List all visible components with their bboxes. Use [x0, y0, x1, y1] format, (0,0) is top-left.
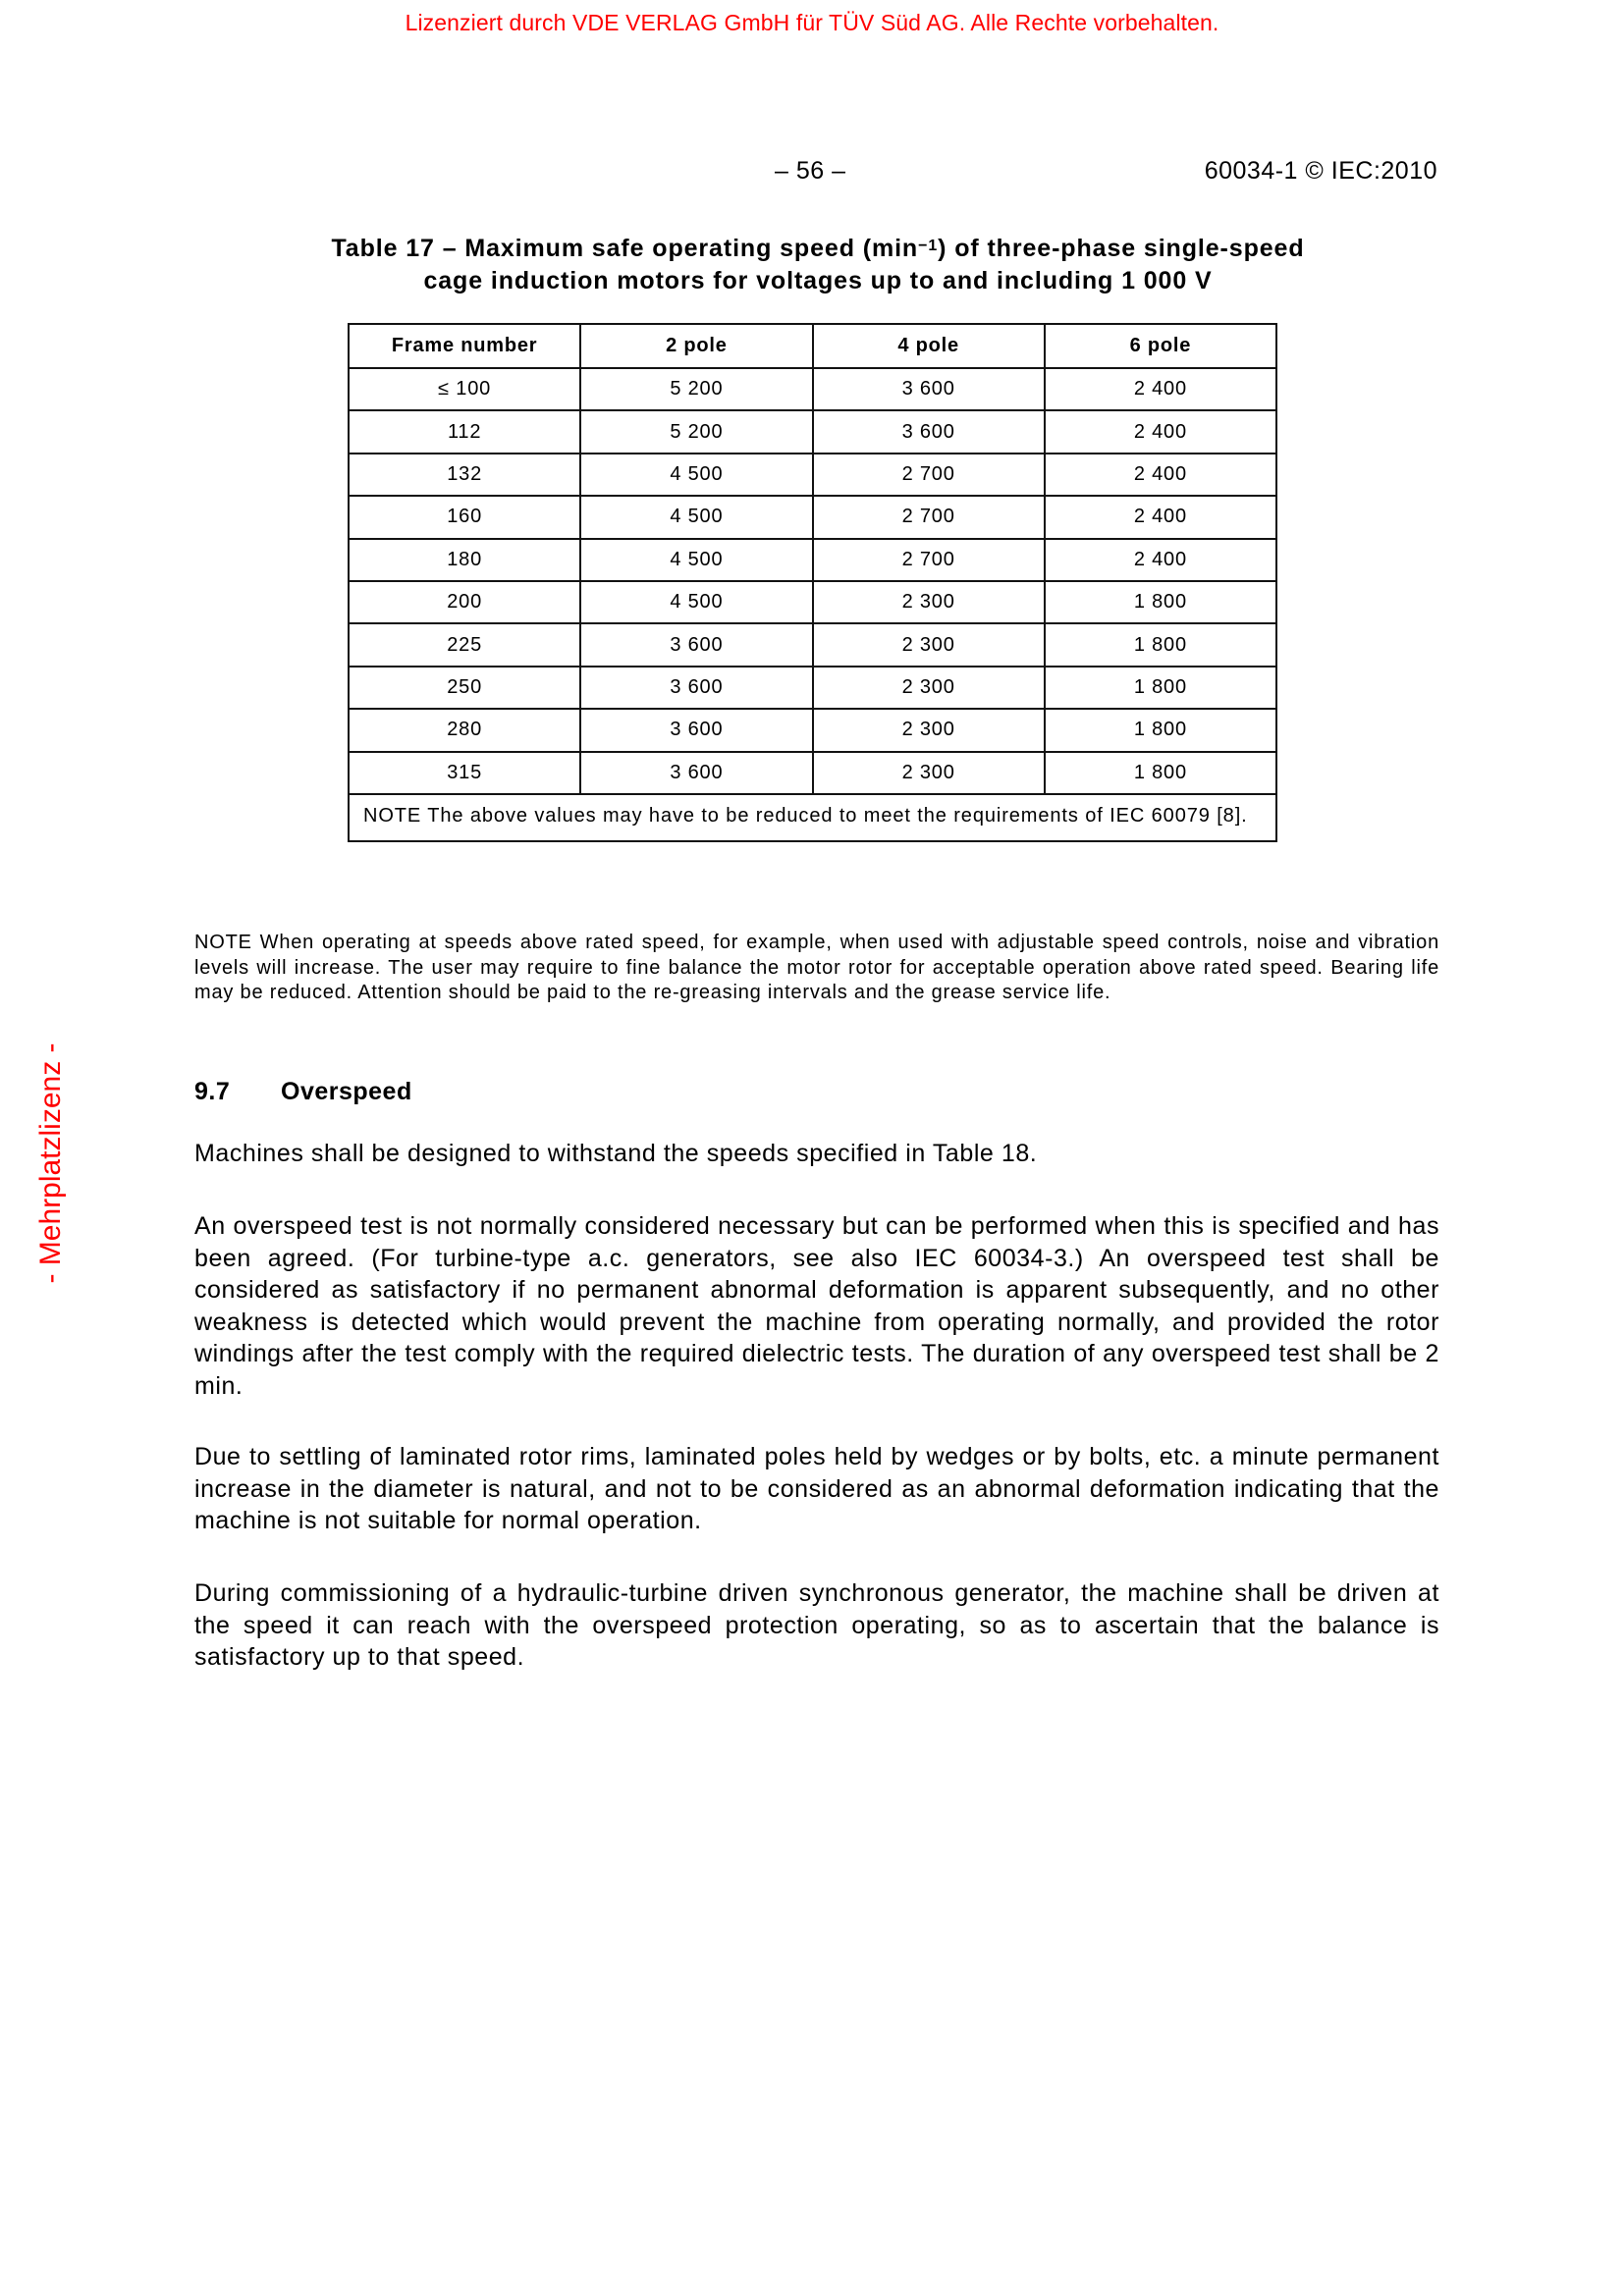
speed-cell: 2 400 — [1045, 454, 1276, 496]
speed-cell: 2 300 — [813, 752, 1045, 794]
license-watermark: Lizenziert durch VDE VERLAG GmbH für TÜV Süd AG. Alle Rechte vorbehalten. — [405, 10, 1219, 35]
table-row — [349, 667, 1276, 709]
table-title — [194, 233, 1441, 297]
speed-table — [348, 323, 1277, 842]
section-heading — [194, 1078, 412, 1106]
table-note-row — [349, 794, 1276, 841]
speed-cell: 4 500 — [580, 539, 812, 581]
speed-cell: 5 200 — [580, 368, 812, 410]
speed-cell: 4 500 — [580, 496, 812, 538]
frame-number-cell: 112 — [349, 410, 580, 453]
speed-cell: 2 700 — [813, 496, 1045, 538]
frame-number-cell: 280 — [349, 709, 580, 751]
speed-cell: 2 300 — [813, 623, 1045, 666]
speed-cell: 3 600 — [580, 752, 812, 794]
frame-number-cell: ≤ 100 — [349, 368, 580, 410]
speed-cell: 2 400 — [1045, 539, 1276, 581]
section-title: Overspeed — [281, 1078, 412, 1105]
table-row — [349, 709, 1276, 751]
column-header: 4 pole — [813, 324, 1045, 368]
speed-cell: 1 800 — [1045, 581, 1276, 623]
speed-cell: 4 500 — [580, 581, 812, 623]
column-header: 6 pole — [1045, 324, 1276, 368]
table-title-line2: cage induction motors for voltages up to and including 1 000 V — [423, 267, 1213, 294]
table-row — [349, 752, 1276, 794]
speed-cell: 3 600 — [580, 709, 812, 751]
frame-number-cell: 132 — [349, 454, 580, 496]
body-paragraph: An overspeed test is not normally considered necessary but can be performed when this is specified and has been agreed. (For turbine-type a.c. generators, see also IEC 60034-3.) An overspeed test shall be considered as satisfactory if no permanent abnormal deformation is apparent subsequently, and no other weakness is detected which would prevent the machine from operating normally, and provided the rotor windings after the test comply with the required dielectric tests. The duration of any overspeed test shall be 2 min. — [194, 1212, 1439, 1400]
table-header-row — [349, 324, 1276, 368]
section-number: 9.7 — [194, 1078, 231, 1105]
table-note: NOTE The above values may have to be reduced to meet the requirements of IEC 60079 [8]. — [349, 794, 1276, 841]
speed-cell: 3 600 — [813, 410, 1045, 453]
speed-cell: 2 700 — [813, 539, 1045, 581]
speed-cell: 2 300 — [813, 709, 1045, 751]
frame-number-cell: 250 — [349, 667, 580, 709]
table-row — [349, 623, 1276, 666]
speed-cell: 5 200 — [580, 410, 812, 453]
speed-cell: 2 300 — [813, 581, 1045, 623]
frame-number-cell: 315 — [349, 752, 580, 794]
speed-cell: 2 400 — [1045, 368, 1276, 410]
speed-cell: 4 500 — [580, 454, 812, 496]
table-row — [349, 496, 1276, 538]
table-title-superscript: −1 — [918, 238, 939, 254]
table-row — [349, 454, 1276, 496]
body-paragraph: During commissioning of a hydraulic-turbine driven synchronous generator, the machine shall be driven at the speed it can reach with the overspeed protection operating, so as to ascertain that the balance is satisfactory up to that speed. — [194, 1579, 1439, 1672]
table-row — [349, 410, 1276, 453]
speed-cell: 2 700 — [813, 454, 1045, 496]
frame-number-cell: 225 — [349, 623, 580, 666]
frame-number-cell: 160 — [349, 496, 580, 538]
speed-cell: 3 600 — [580, 667, 812, 709]
note-paragraph: NOTE When operating at speeds above rated speed, for example, when used with adjustable speed controls, noise and vibration levels will increase. The user may require to fine balance the motor rotor for acceptable operation above rated speed. Bearing life may be reduced. Attention should be paid to the re-greasing intervals and the grease service life. — [194, 932, 1439, 1003]
table-row — [349, 368, 1276, 410]
table-title-suffix: ) of three-phase single-speed — [938, 235, 1305, 262]
table-row — [349, 539, 1276, 581]
page-number: – 56 – — [775, 157, 846, 185]
column-header: 2 pole — [580, 324, 812, 368]
speed-cell: 1 800 — [1045, 709, 1276, 751]
standard-reference: 60034-1 © IEC:2010 — [1204, 157, 1437, 185]
frame-number-cell: 200 — [349, 581, 580, 623]
speed-cell: 1 800 — [1045, 623, 1276, 666]
column-header: Frame number — [349, 324, 580, 368]
side-license-watermark: - Mehrplatzlizenz - — [34, 1042, 67, 1284]
speed-cell: 1 800 — [1045, 752, 1276, 794]
speed-cell: 3 600 — [580, 623, 812, 666]
speed-cell: 2 300 — [813, 667, 1045, 709]
speed-cell: 2 400 — [1045, 410, 1276, 453]
body-paragraph: Machines shall be designed to withstand the speeds specified in Table 18. — [194, 1140, 1038, 1167]
table-row — [349, 581, 1276, 623]
table-title-prefix: Table 17 – Maximum safe operating speed (min — [331, 235, 919, 262]
speed-cell: 1 800 — [1045, 667, 1276, 709]
speed-cell: 3 600 — [813, 368, 1045, 410]
frame-number-cell: 180 — [349, 539, 580, 581]
body-paragraph: Due to settling of laminated rotor rims, laminated poles held by wedges or by bolts, etc. a minute permanent increase in the diameter is natural, and not to be considered as an abnormal deformation indicating that the machine is not suitable for normal operation. — [194, 1443, 1439, 1535]
speed-cell: 2 400 — [1045, 496, 1276, 538]
